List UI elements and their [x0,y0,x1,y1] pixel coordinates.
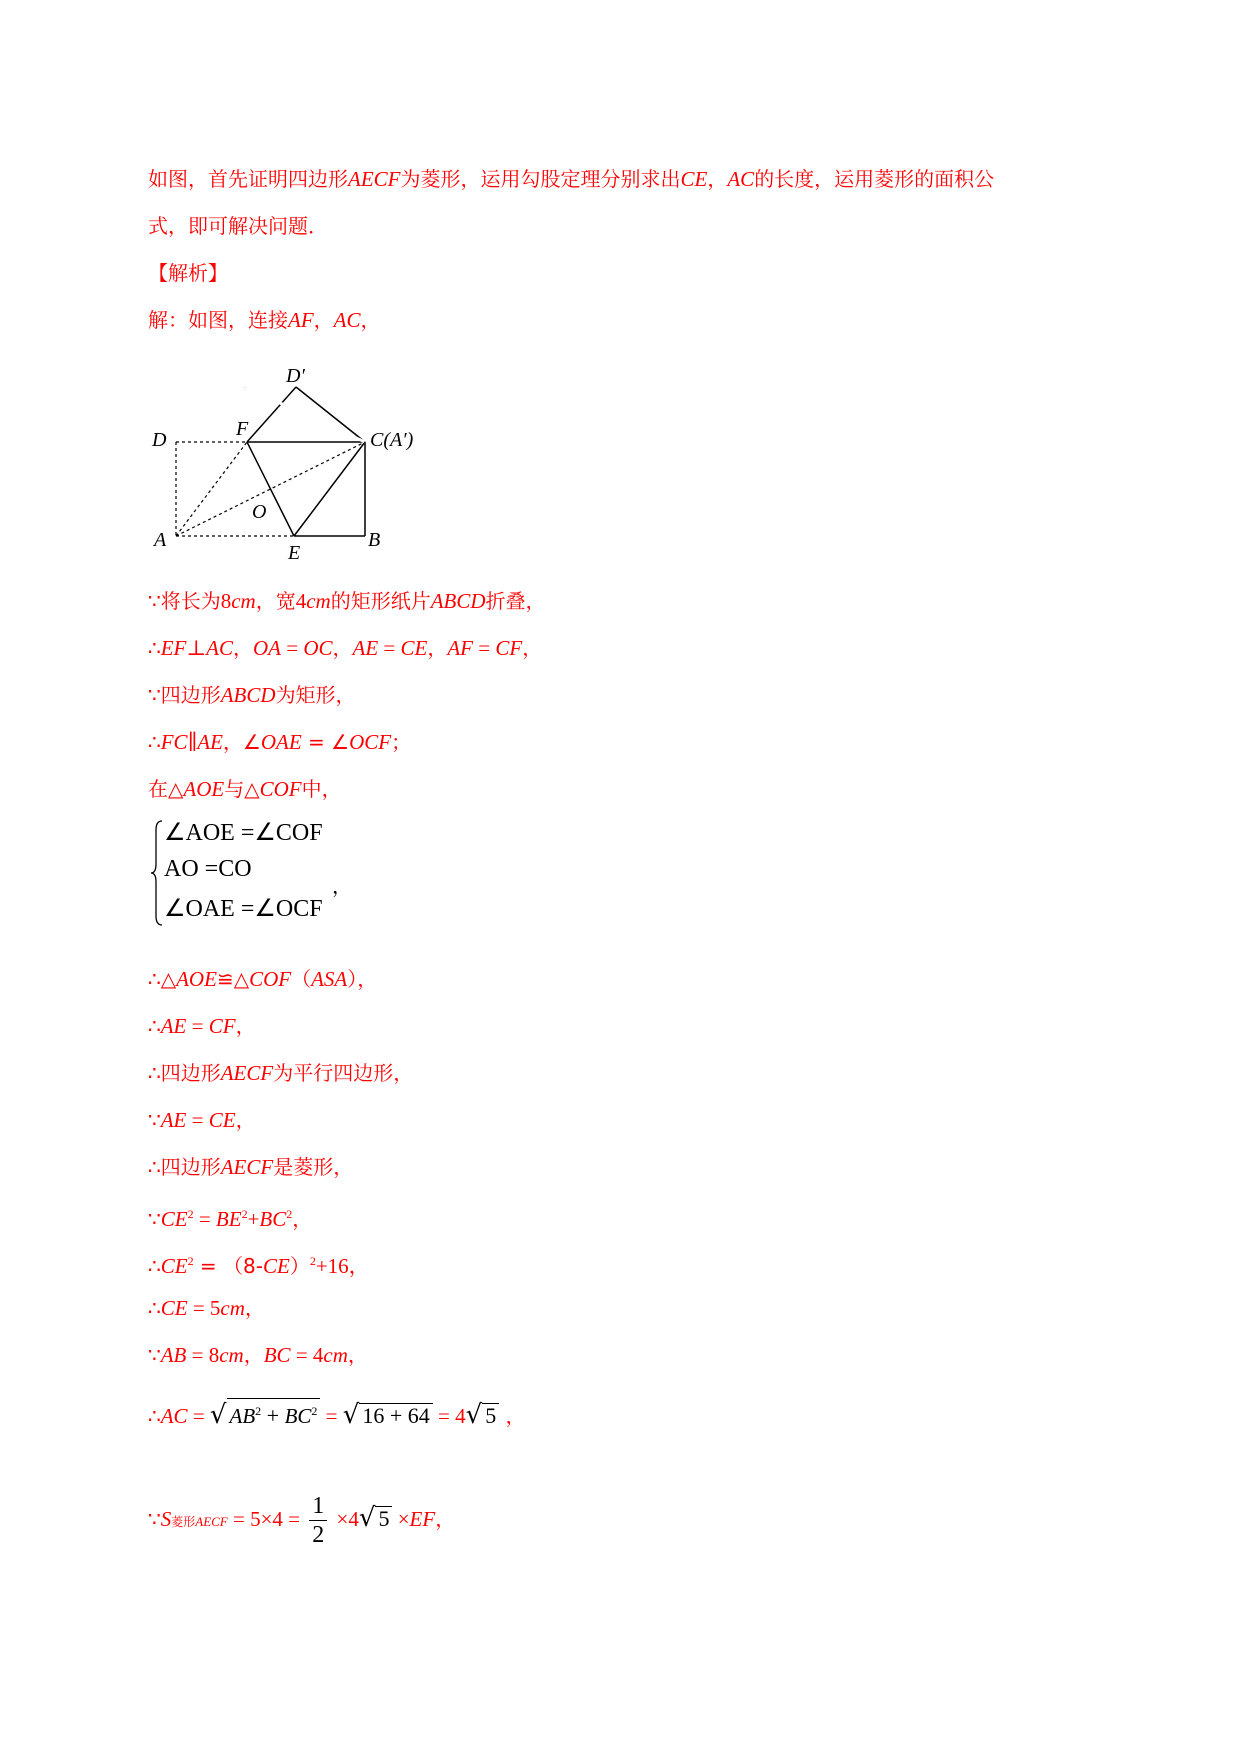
math-var: ABCD [220,683,276,707]
num: 4 [295,589,307,613]
text: ， [347,1343,368,1367]
math-var: AOE [183,777,225,801]
math-var: AF [447,636,474,660]
math-var: CE [160,1296,188,1320]
math-var: AECF [220,1155,274,1179]
dashed-a-f [176,442,247,536]
sqrt-icon: √ [342,1400,360,1430]
math-var: OC [303,636,333,660]
symbol: + [261,1403,285,1428]
fraction [309,1492,327,1549]
text: ，宽 [255,589,296,613]
text: ≌△ [216,967,250,991]
left-brace [150,818,164,928]
math-var: BC [263,1343,291,1367]
math-var: COF [259,777,302,801]
label-f: F [236,418,249,440]
fraction-denominator: 2 [312,1522,325,1548]
math-var: AB [160,1343,187,1367]
step-10 [148,1154,353,1180]
text: ∴ [148,1254,161,1278]
text: ， [360,308,381,332]
text: ， [522,636,543,660]
text: ×4 [331,1507,359,1531]
unit: cm [306,589,331,613]
symbol: × [392,1507,410,1531]
label-c: C(A′) [370,429,414,451]
math-var: BE [215,1207,242,1231]
math-var: OCF [349,730,392,754]
text: 在△ [148,777,184,801]
exponent: 2 [241,1207,248,1221]
math-var: EF [409,1507,436,1531]
text: 为菱形，运用勾股定理分别求出 [400,167,681,191]
radicand [227,1398,321,1428]
math-var: ABCD [430,589,486,613]
system-row-2: AO =CO [164,856,252,882]
label-a: A [154,529,167,551]
text: ∴ [148,1404,161,1428]
text: ）， [347,967,378,991]
text: 的矩形纸片 [330,589,431,613]
num: 8 [220,589,232,613]
text: 为矩形， [275,683,356,707]
text: ） [289,1254,310,1278]
analysis-intro-line1 [148,166,994,192]
symbol: = [473,636,496,660]
unit: cm [220,1296,245,1320]
edge-dprime-f [247,387,296,442]
text: +16， [315,1254,370,1278]
math-var: CE [160,1207,188,1231]
text: ，∠ [222,730,261,754]
label-o: O [252,501,267,523]
step-12 [148,1248,370,1279]
num: = 4 [432,1404,466,1428]
section-label: 【解析】 [148,261,228,285]
symbol: = [280,636,304,660]
geometry-figure [148,360,438,570]
symbol: = [186,1014,209,1038]
text: ∵ [148,1343,161,1367]
text: ∴ [148,1296,161,1320]
step-5 [148,776,342,802]
exponent: 2 [187,1207,194,1221]
step-8 [148,1060,413,1086]
text: ， [427,636,448,660]
math-var: CE [400,636,428,660]
text: 与△ [224,777,260,801]
text: ， [313,308,334,332]
text: 是菱形， [273,1155,354,1179]
exponent: 2 [255,1404,262,1418]
symbol: = [320,1404,343,1428]
analysis-intro-line2: 式，即可解决问题． [148,214,328,238]
text: 为平行四边形， [273,1061,414,1085]
text: ， [332,636,353,660]
step-15 [148,1398,526,1433]
math-var: EF [160,636,187,660]
math-var: CE [208,1108,236,1132]
text: 的长度，运用菱形的面积公 [754,167,995,191]
radicand: 5 [375,1506,392,1531]
math-var: AE [352,636,379,660]
label-e: E [288,542,301,564]
text: ， [235,1108,256,1132]
edge-c-e [294,442,365,536]
symbol: ∥ [187,730,198,754]
math-var: COF [249,967,292,991]
sqrt-icon: √ [209,1400,227,1430]
text: ∴ [148,1014,161,1038]
step-2 [148,635,542,661]
step-13 [148,1295,265,1321]
math-var: CE [680,167,708,191]
text: 中， [301,777,342,801]
step-14 [148,1342,368,1368]
sqrt-icon: √ [358,1503,376,1533]
step-7 [148,1013,256,1039]
exponent: 2 [309,1254,316,1268]
math-var: AC [333,308,361,332]
math-var: CF [495,636,523,660]
text: ， [707,167,728,191]
text: ， [435,1507,456,1531]
text: ∵ [148,1507,161,1531]
text: ， [499,1404,526,1428]
text: ∵将长为 [148,589,221,613]
text: ， [244,1296,265,1320]
math-var: AE [160,1014,187,1038]
symbol: = [187,1404,210,1428]
symbol: = [193,1207,216,1231]
math-var: CE [263,1254,290,1278]
math-var: OAE [260,730,302,754]
subscript: AECF [195,1514,228,1529]
math-var: OA [252,636,281,660]
symbol: = [186,1108,209,1132]
step-3 [148,682,356,708]
text: ∴ [148,636,161,660]
step-6 [148,966,377,992]
math-var: BC [259,1207,287,1231]
text: ∵ [148,1207,161,1231]
fraction-numerator: 1 [309,1492,327,1521]
exponent: 2 [311,1404,318,1418]
text: （ [291,967,312,991]
radicand: 5 [482,1403,499,1428]
math-var: S [160,1507,172,1531]
math-var: AC [727,167,755,191]
system-row-3: ∠OAE =∠OCF [164,896,323,922]
text: 如图，首先证明四边形 [148,167,348,191]
text: 解：如图，连接 [148,308,288,332]
math-var: BC [284,1404,312,1428]
text: ∴△ [148,967,177,991]
step-4 [148,729,411,755]
text: 折叠， [485,589,546,613]
math-var: ASA [311,967,348,991]
text: = 5×4 = [227,1507,306,1531]
num: = 8 [186,1343,220,1367]
subscript: 菱形 [171,1515,196,1529]
label-d: D [152,429,167,451]
text: ， [232,636,253,660]
math-var: FC [160,730,188,754]
text: ∵ [148,1108,161,1132]
num: = 5 [187,1296,221,1320]
symbol: ⊥ [186,636,207,660]
math-var: CF [208,1014,236,1038]
symbol: + [247,1207,260,1231]
label-b: B [368,529,381,551]
math-var: AOE [176,967,217,991]
text: ∵四边形 [148,683,221,707]
text: ∴四边形 [148,1061,221,1085]
text: ； [391,730,412,754]
text: ， [235,1014,256,1038]
step-1 [148,588,546,614]
math-var: AF [288,308,314,332]
step-11 [148,1201,312,1232]
math-var: AB [229,1404,256,1428]
exponent: 2 [286,1207,293,1221]
num: = 4 [290,1343,324,1367]
math-var: AE [160,1108,187,1132]
step-16 [148,1492,455,1549]
math-var: AC [160,1404,188,1428]
math-var: CE [160,1254,188,1278]
system-row-1: ∠AOE =∠COF [164,820,323,846]
math-var: AECF [348,167,401,191]
math-var: AECF [220,1061,274,1085]
text: ∴四边形 [148,1155,221,1179]
unit: cm [231,589,256,613]
solution-start [148,307,381,333]
step-9 [148,1107,256,1133]
system-tail: ， [332,874,352,898]
unit: cm [219,1343,244,1367]
math-var: AE [197,730,223,754]
math-var: AC [206,636,233,660]
text: ， [292,1207,313,1231]
unit: cm [323,1343,348,1367]
text: ∴ [148,730,161,754]
sqrt-icon: √ [465,1400,483,1430]
text: ， [243,1343,264,1367]
cover [245,387,365,442]
label-d-prime: D′ [286,365,305,387]
text: = ∠ [301,730,350,754]
exponent: 2 [187,1254,194,1268]
radicand: 16 + 64 [359,1403,432,1428]
symbol: = [378,636,401,660]
text: = （8- [193,1254,263,1278]
